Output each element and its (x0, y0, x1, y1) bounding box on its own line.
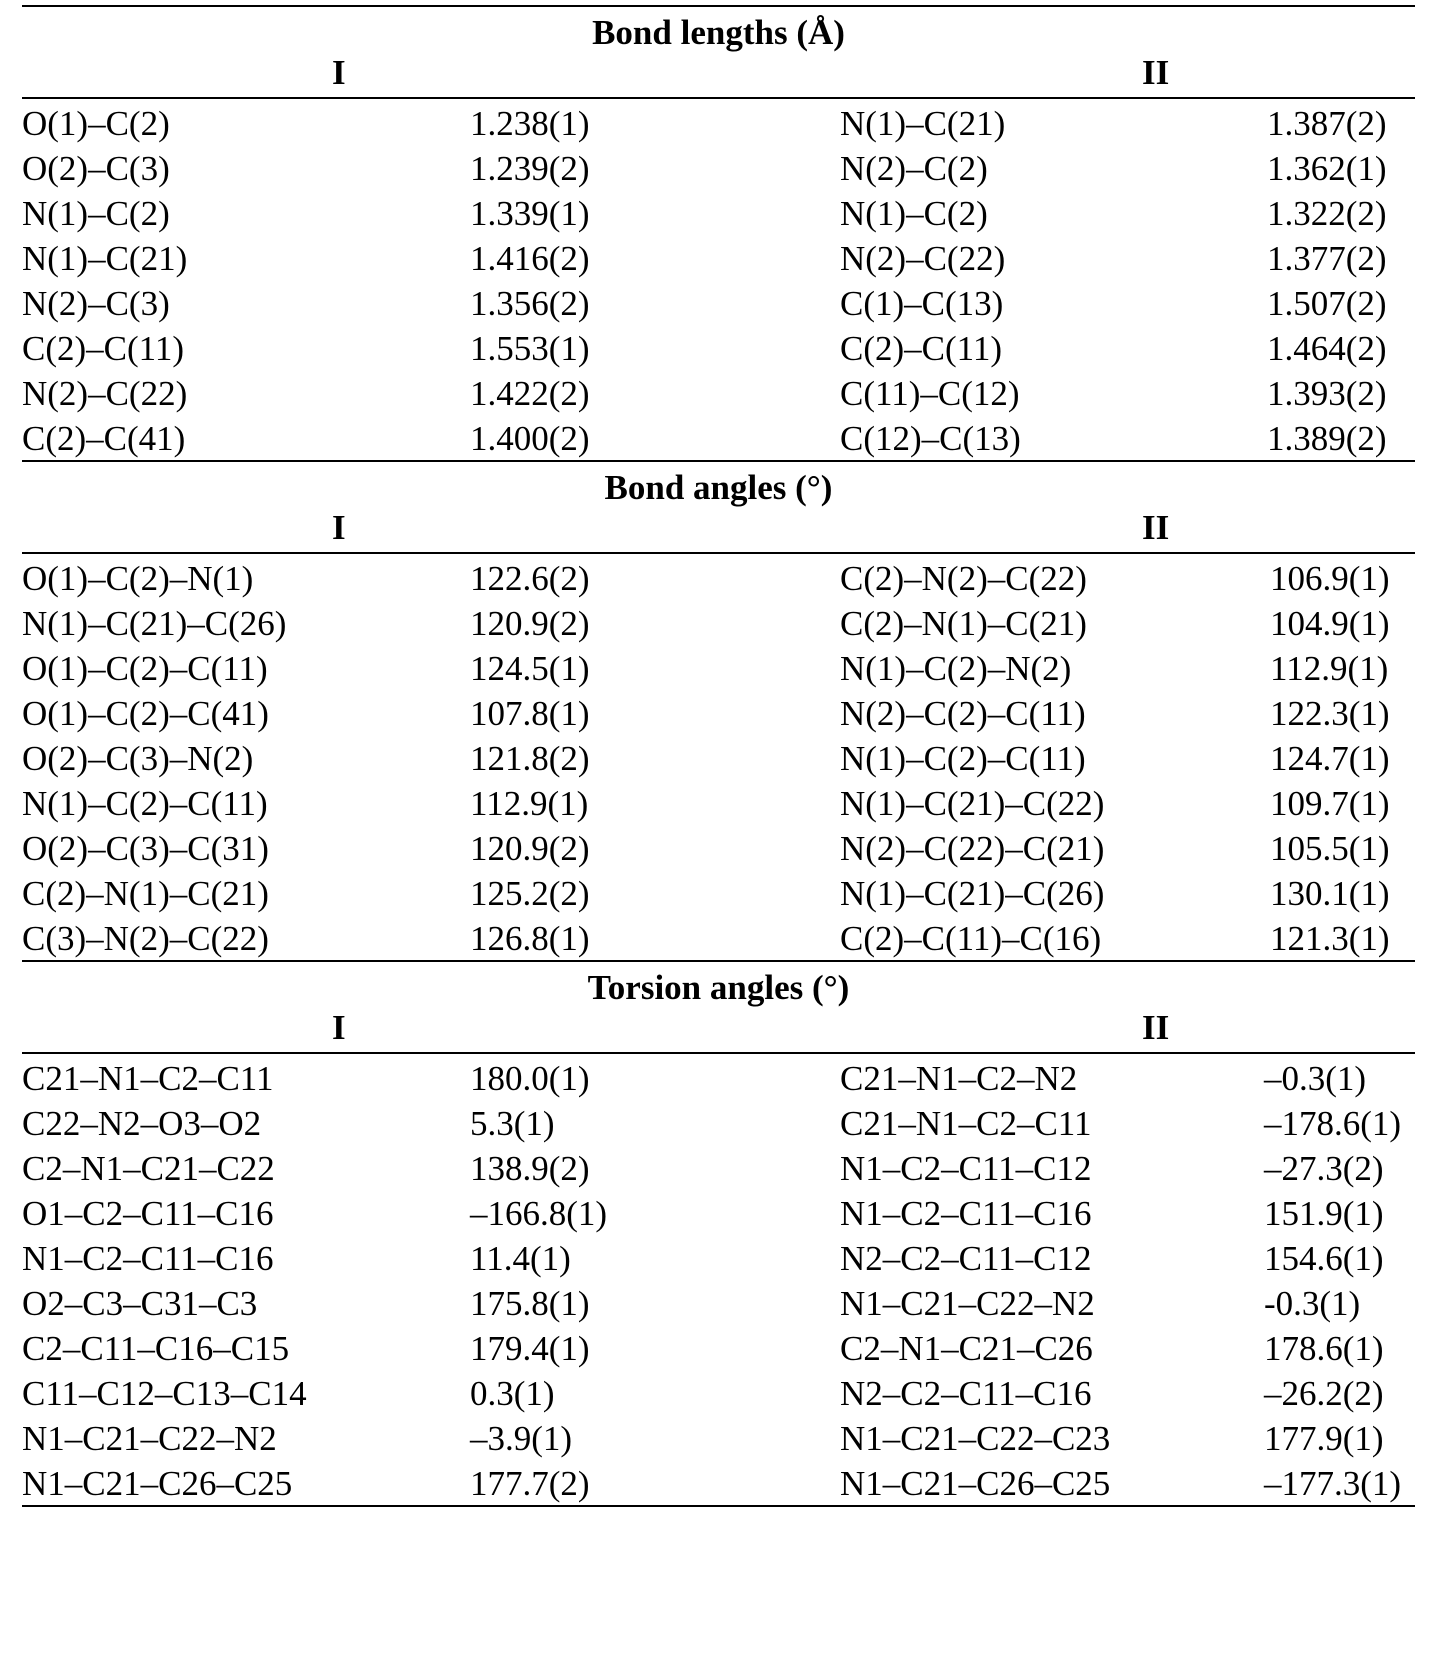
atoms-i-cell: C11–C12–C13–C14 (22, 1374, 307, 1413)
rows (22, 99, 1415, 460)
atoms-ii-cell: C21–N1–C2–N2 (840, 1059, 1078, 1098)
value-i-cell: –3.9(1) (470, 1419, 573, 1458)
value-ii-cell: 1.389(2) (1267, 419, 1387, 458)
value-i-cell: 179.4(1) (470, 1329, 590, 1368)
value-ii-cell: 1.377(2) (1267, 239, 1387, 278)
atoms-ii-cell: N2–C2–C11–C16 (840, 1374, 1092, 1413)
value-i-cell: 1.422(2) (470, 374, 590, 413)
table-row (22, 1190, 1415, 1235)
value-i-cell: 112.9(1) (470, 784, 589, 823)
value-ii-cell: –177.3(1) (1264, 1464, 1402, 1503)
value-ii-cell: 122.3(1) (1270, 694, 1390, 733)
atoms-i-cell: N1–C21–C26–C25 (22, 1464, 293, 1503)
atoms-i-cell: O(1)–C(2)–N(1) (22, 559, 254, 598)
value-ii-cell: 106.9(1) (1270, 559, 1390, 598)
value-i-cell: 124.5(1) (470, 649, 590, 688)
value-i-cell: 1.238(1) (470, 104, 590, 143)
compound-i-header: I (332, 1008, 346, 1047)
value-i-cell: –166.8(1) (470, 1194, 608, 1233)
value-i-cell: 120.9(2) (470, 604, 590, 643)
table-row (22, 870, 1415, 915)
atoms-ii-cell: N(1)–C(2)–C(11) (840, 739, 1086, 778)
atoms-i-cell: N(1)–C(21)–C(26) (22, 604, 287, 643)
atoms-ii-cell: N1–C2–C11–C12 (840, 1149, 1092, 1188)
table-row (22, 235, 1415, 280)
atoms-ii-cell: N(1)–C(21) (840, 104, 1006, 143)
atoms-i-cell: N1–C2–C11–C16 (22, 1239, 274, 1278)
atoms-ii-cell: C(11)–C(12) (840, 374, 1020, 413)
atoms-ii-cell: N1–C21–C26–C25 (840, 1464, 1111, 1503)
atoms-ii-cell: C(2)–C(11)–C(16) (840, 919, 1102, 958)
value-i-cell: 1.356(2) (470, 284, 590, 323)
bond-angles-section (22, 462, 1415, 962)
table-row (22, 825, 1415, 870)
section-title: Bond angles (°) (604, 468, 833, 507)
atoms-ii-cell: N2–C2–C11–C12 (840, 1239, 1092, 1278)
value-ii-cell: –0.3(1) (1264, 1059, 1367, 1098)
value-i-cell: 180.0(1) (470, 1059, 590, 1098)
atoms-ii-cell: N(1)–C(21)–C(22) (840, 784, 1105, 823)
atoms-i-cell: C2–C11–C16–C15 (22, 1329, 290, 1368)
value-ii-cell: -0.3(1) (1264, 1284, 1361, 1323)
bond-lengths-section (22, 7, 1415, 462)
atoms-i-cell: C(2)–C(11) (22, 329, 185, 368)
value-i-cell: 1.239(2) (470, 149, 590, 188)
value-ii-cell: 109.7(1) (1270, 784, 1390, 823)
value-ii-cell: 105.5(1) (1270, 829, 1390, 868)
value-ii-cell: 1.464(2) (1267, 329, 1387, 368)
table-row (22, 780, 1415, 825)
table-row (22, 735, 1415, 780)
value-ii-cell: 154.6(1) (1264, 1239, 1384, 1278)
atoms-ii-cell: C(2)–N(1)–C(21) (840, 604, 1087, 643)
atoms-i-cell: C(2)–C(41) (22, 419, 186, 458)
value-ii-cell: 1.322(2) (1267, 194, 1387, 233)
atoms-ii-cell: C21–N1–C2–C11 (840, 1104, 1092, 1143)
rows (22, 1054, 1415, 1505)
value-i-cell: 1.400(2) (470, 419, 590, 458)
value-ii-cell: 121.3(1) (1270, 919, 1390, 958)
value-ii-cell: 104.9(1) (1270, 604, 1390, 643)
atoms-i-cell: N(2)–C(3) (22, 284, 170, 323)
table-row (22, 1055, 1415, 1100)
table-row (22, 1145, 1415, 1190)
table-body (22, 7, 1415, 1507)
value-ii-cell: –27.3(2) (1264, 1149, 1384, 1188)
value-i-cell: 126.8(1) (470, 919, 590, 958)
atoms-i-cell: N(1)–C(2)–C(11) (22, 784, 268, 823)
value-ii-cell: 177.9(1) (1264, 1419, 1384, 1458)
value-i-cell: 122.6(2) (470, 559, 590, 598)
value-i-cell: 0.3(1) (470, 1374, 555, 1413)
atoms-i-cell: N(1)–C(21) (22, 239, 188, 278)
atoms-i-cell: C2–N1–C21–C22 (22, 1149, 275, 1188)
value-ii-cell: 1.387(2) (1267, 104, 1387, 143)
atoms-i-cell: C21–N1–C2–C11 (22, 1059, 274, 1098)
table-row (22, 690, 1415, 735)
table-row (22, 190, 1415, 235)
value-i-cell: 1.553(1) (470, 329, 590, 368)
value-ii-cell: 1.507(2) (1267, 284, 1387, 323)
atoms-i-cell: O(1)–C(2)–C(41) (22, 694, 269, 733)
value-i-cell: 107.8(1) (470, 694, 590, 733)
value-ii-cell: 151.9(1) (1264, 1194, 1384, 1233)
table-row (22, 1325, 1415, 1370)
table-row (22, 145, 1415, 190)
atoms-i-cell: N(2)–C(22) (22, 374, 188, 413)
compound-ii-header: II (1142, 1008, 1170, 1047)
compound-i-header: I (332, 508, 346, 547)
rows (22, 554, 1415, 960)
atoms-i-cell: O(2)–C(3) (22, 149, 170, 188)
table-row (22, 100, 1415, 145)
atoms-ii-cell: N(2)–C(2) (840, 149, 988, 188)
table-row (22, 280, 1415, 325)
table-row (22, 915, 1415, 960)
torsion-angles-section (22, 962, 1415, 1507)
atoms-ii-cell: N(1)–C(2) (840, 194, 988, 233)
value-ii-cell: 1.362(1) (1267, 149, 1387, 188)
value-i-cell: 1.339(1) (470, 194, 590, 233)
table-row (22, 1100, 1415, 1145)
atoms-i-cell: O(2)–C(3)–C(31) (22, 829, 269, 868)
value-i-cell: 5.3(1) (470, 1104, 555, 1143)
atoms-ii-cell: N1–C2–C11–C16 (840, 1194, 1092, 1233)
atoms-ii-cell: N1–C21–C22–C23 (840, 1419, 1111, 1458)
atoms-ii-cell: N(1)–C(2)–N(2) (840, 649, 1072, 688)
value-ii-cell: 178.6(1) (1264, 1329, 1384, 1368)
atoms-ii-cell: N(1)–C(21)–C(26) (840, 874, 1105, 913)
table-row (22, 1370, 1415, 1415)
atoms-i-cell: C(3)–N(2)–C(22) (22, 919, 269, 958)
atoms-i-cell: O(1)–C(2)–C(11) (22, 649, 268, 688)
atoms-ii-cell: C(12)–C(13) (840, 419, 1021, 458)
atoms-ii-cell: C(2)–N(2)–C(22) (840, 559, 1087, 598)
atoms-ii-cell: C2–N1–C21–C26 (840, 1329, 1093, 1368)
table-row (22, 1235, 1415, 1280)
column-subheader (22, 53, 1415, 97)
atoms-ii-cell: N(2)–C(22)–C(21) (840, 829, 1105, 868)
value-ii-cell: –178.6(1) (1264, 1104, 1402, 1143)
value-ii-cell: 1.393(2) (1267, 374, 1387, 413)
value-ii-cell: 112.9(1) (1270, 649, 1389, 688)
value-i-cell: 120.9(2) (470, 829, 590, 868)
value-ii-cell: –26.2(2) (1264, 1374, 1384, 1413)
atoms-i-cell: O(2)–C(3)–N(2) (22, 739, 254, 778)
atoms-ii-cell: C(1)–C(13) (840, 284, 1004, 323)
atoms-i-cell: N1–C21–C22–N2 (22, 1419, 277, 1458)
value-i-cell: 121.8(2) (470, 739, 590, 778)
value-i-cell: 138.9(2) (470, 1149, 590, 1188)
table-row (22, 415, 1415, 460)
compound-ii-header: II (1142, 53, 1170, 92)
compound-i-header: I (332, 53, 346, 92)
table-row (22, 1280, 1415, 1325)
atoms-i-cell: O2–C3–C31–C3 (22, 1284, 258, 1323)
table-row (22, 325, 1415, 370)
compound-ii-header: II (1142, 508, 1170, 547)
atoms-i-cell: N(1)–C(2) (22, 194, 170, 233)
section-title: Bond lengths (Å) (592, 13, 845, 52)
value-ii-cell: 130.1(1) (1270, 874, 1390, 913)
atoms-i-cell: C(2)–N(1)–C(21) (22, 874, 269, 913)
atoms-ii-cell: N(2)–C(2)–C(11) (840, 694, 1086, 733)
atoms-i-cell: C22–N2–O3–O2 (22, 1104, 262, 1143)
column-subheader (22, 1008, 1415, 1052)
table-row (22, 645, 1415, 690)
table-row (22, 1415, 1415, 1460)
value-i-cell: 175.8(1) (470, 1284, 590, 1323)
table-row (22, 1460, 1415, 1505)
value-i-cell: 177.7(2) (470, 1464, 590, 1503)
atoms-i-cell: O(1)–C(2) (22, 104, 170, 143)
atoms-ii-cell: N(2)–C(22) (840, 239, 1006, 278)
atoms-ii-cell: N1–C21–C22–N2 (840, 1284, 1095, 1323)
value-i-cell: 1.416(2) (470, 239, 590, 278)
value-ii-cell: 124.7(1) (1270, 739, 1390, 778)
crystal-geometry-table (22, 5, 1415, 1507)
atoms-ii-cell: C(2)–C(11) (840, 329, 1003, 368)
column-subheader (22, 508, 1415, 552)
table-row (22, 370, 1415, 415)
value-i-cell: 125.2(2) (470, 874, 590, 913)
section-title: Torsion angles (°) (587, 968, 850, 1007)
table-row (22, 600, 1415, 645)
table-row (22, 555, 1415, 600)
value-i-cell: 11.4(1) (470, 1239, 571, 1278)
atoms-i-cell: O1–C2–C11–C16 (22, 1194, 274, 1233)
